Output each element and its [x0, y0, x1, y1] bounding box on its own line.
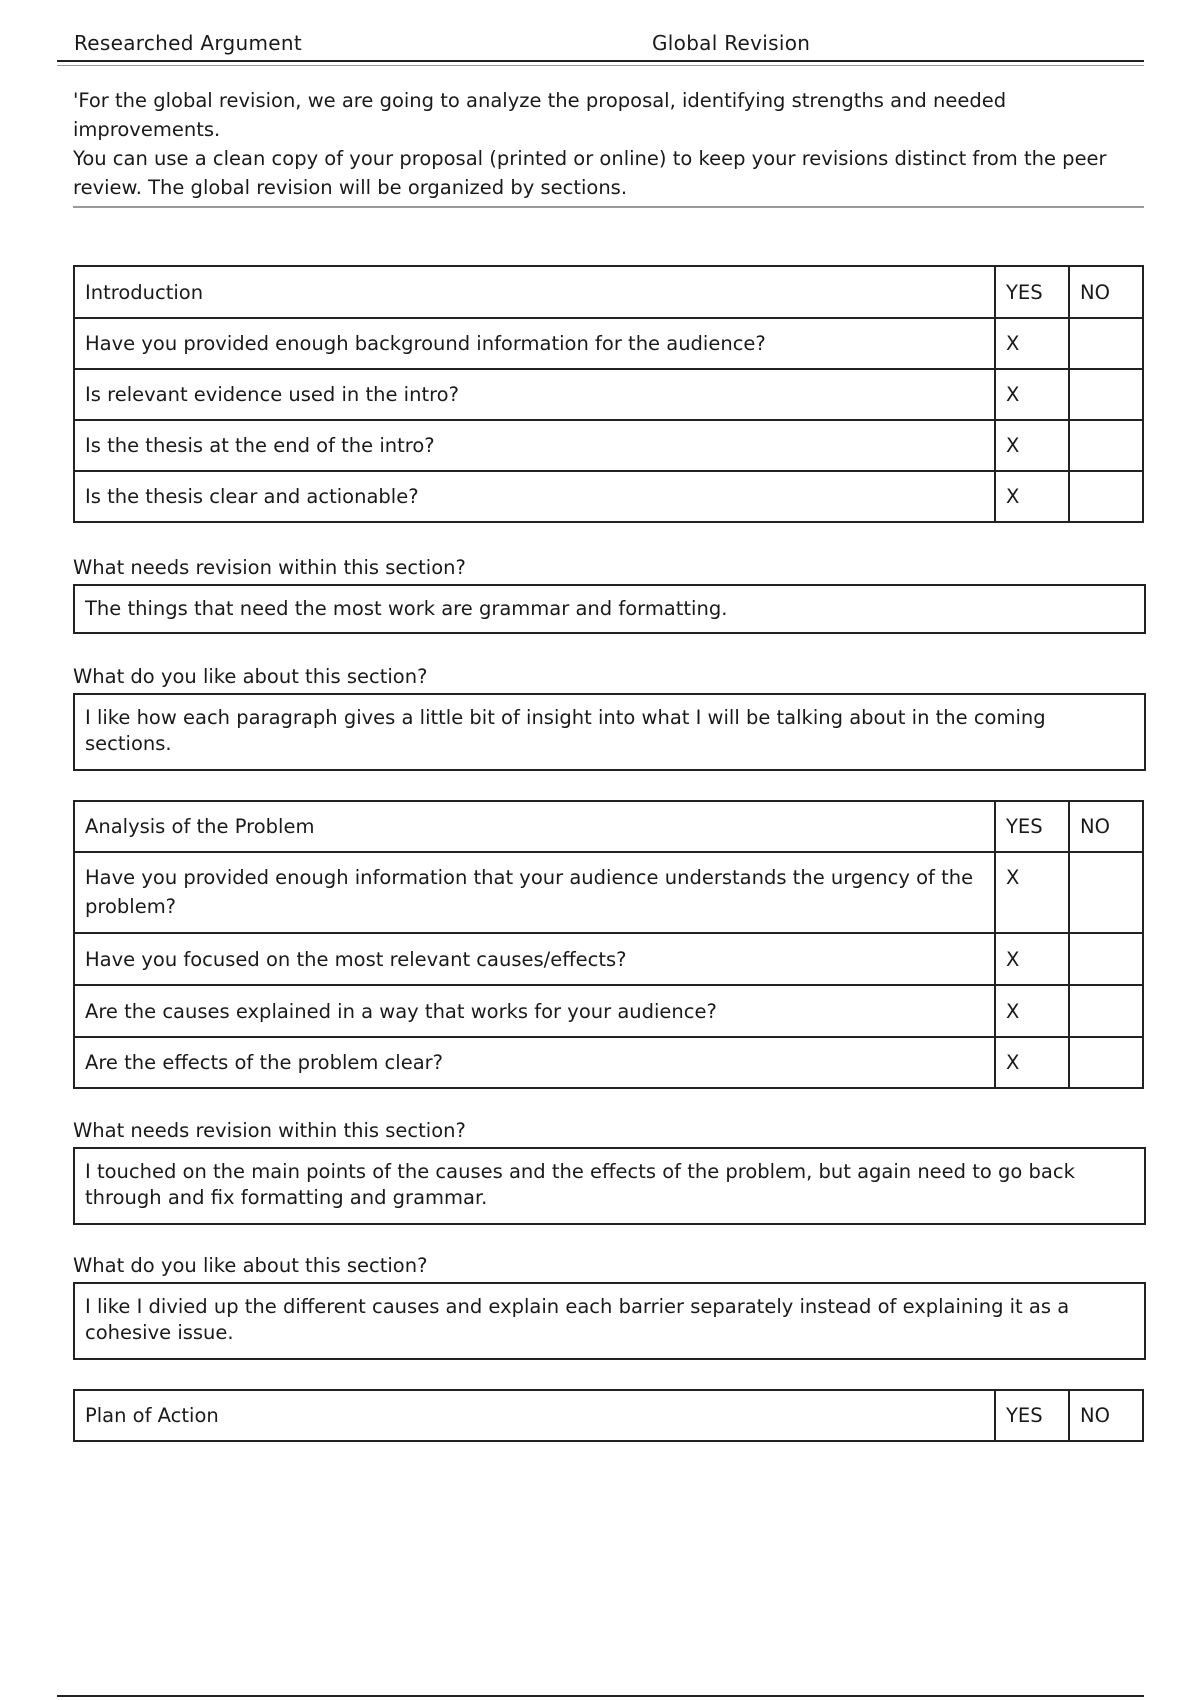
- revision-answer-field[interactable]: The things that need the most work are grammar and formatting.: [73, 584, 1146, 634]
- question: Have you provided enough background information for the audience?: [74, 318, 995, 369]
- table-row: [74, 1037, 1143, 1088]
- no-mark[interactable]: [1069, 471, 1143, 522]
- yes-mark[interactable]: X: [995, 985, 1069, 1037]
- no-mark[interactable]: [1069, 420, 1143, 471]
- table-header-row: [74, 801, 1143, 852]
- no-column-header: NO: [1069, 1390, 1143, 1441]
- table-header-row: [74, 266, 1143, 318]
- instructions: [73, 86, 1144, 208]
- table-row: [74, 933, 1143, 985]
- document-title: Global Revision: [652, 31, 811, 55]
- table-row: [74, 852, 1143, 933]
- yes-column-header: YES: [995, 801, 1069, 852]
- table-row: [74, 471, 1143, 522]
- analysis-checklist: [73, 800, 1144, 1089]
- yes-mark[interactable]: X: [995, 1037, 1069, 1088]
- plan-of-action-checklist: [73, 1389, 1144, 1442]
- like-answer-field[interactable]: I like I divied up the different causes and explain each barrier separately instead of explaining it as a cohesive issue.: [73, 1282, 1146, 1360]
- table-row: [74, 985, 1143, 1037]
- no-mark[interactable]: [1069, 933, 1143, 985]
- table-header-row: [74, 1390, 1143, 1441]
- no-column-header: NO: [1069, 801, 1143, 852]
- no-mark[interactable]: [1069, 852, 1143, 933]
- table-row: [74, 369, 1143, 420]
- instructions-paragraph-2: You can use a clean copy of your proposal (printed or online) to keep your revisions distinct from the peer review. The global revision will be organized by sections.: [73, 147, 1107, 199]
- yes-mark[interactable]: X: [995, 318, 1069, 369]
- yes-mark[interactable]: X: [995, 369, 1069, 420]
- question: Is the thesis clear and actionable?: [74, 471, 995, 522]
- like-answer-field[interactable]: I like how each paragraph gives a little bit of insight into what I will be talking about in the coming sections.: [73, 693, 1146, 771]
- no-mark[interactable]: [1069, 318, 1143, 369]
- revision-answer-field[interactable]: I touched on the main points of the causes and the effects of the problem, but again need to go back through and fix formatting and grammar.: [73, 1147, 1146, 1225]
- instructions-paragraph-1: 'For the global revision, we are going to analyze the proposal, identifying strengths and needed improvements.: [73, 89, 1007, 141]
- revision-prompt: What needs revision within this section?: [73, 1119, 466, 1142]
- section-title: Introduction: [74, 266, 995, 318]
- yes-column-header: YES: [995, 1390, 1069, 1441]
- question: Is the thesis at the end of the intro?: [74, 420, 995, 471]
- yes-mark[interactable]: X: [995, 420, 1069, 471]
- question: Have you focused on the most relevant causes/effects?: [74, 933, 995, 985]
- footer-divider: [57, 1695, 1144, 1697]
- no-mark[interactable]: [1069, 369, 1143, 420]
- page-header: [57, 26, 1144, 62]
- section-title: Plan of Action: [74, 1390, 995, 1441]
- introduction-checklist: [73, 265, 1144, 523]
- question: Have you provided enough information that your audience understands the urgency of the problem?: [74, 852, 995, 933]
- no-mark[interactable]: [1069, 1037, 1143, 1088]
- question: Are the causes explained in a way that works for your audience?: [74, 985, 995, 1037]
- section-title: Analysis of the Problem: [74, 801, 995, 852]
- no-mark[interactable]: [1069, 985, 1143, 1037]
- like-prompt: What do you like about this section?: [73, 665, 428, 688]
- like-prompt: What do you like about this section?: [73, 1254, 428, 1277]
- question: Are the effects of the problem clear?: [74, 1037, 995, 1088]
- table-row: [74, 318, 1143, 369]
- table-row: [74, 420, 1143, 471]
- yes-column-header: YES: [995, 266, 1069, 318]
- yes-mark[interactable]: X: [995, 852, 1069, 933]
- yes-mark[interactable]: X: [995, 933, 1069, 985]
- revision-prompt: What needs revision within this section?: [73, 556, 466, 579]
- question: Is relevant evidence used in the intro?: [74, 369, 995, 420]
- no-column-header: NO: [1069, 266, 1143, 318]
- course-title: Researched Argument: [74, 31, 303, 55]
- yes-mark[interactable]: X: [995, 471, 1069, 522]
